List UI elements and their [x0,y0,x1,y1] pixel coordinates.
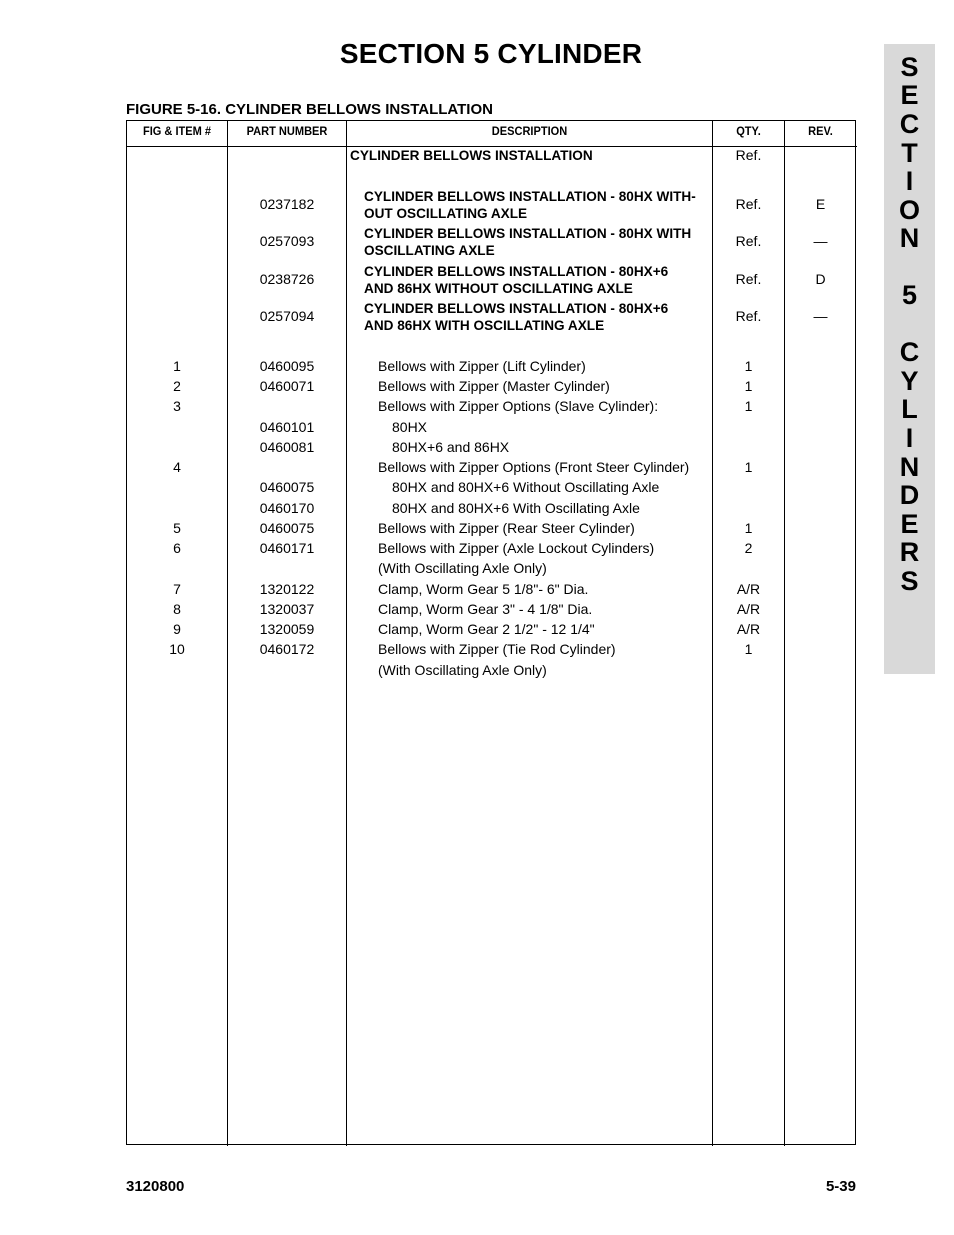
description-line: Clamp, Worm Gear 3" - 4 1/8" Dia. [378,601,593,617]
side-tab-letter: T [901,138,918,168]
revision: E [815,196,826,212]
revision: — [813,308,828,324]
part-number: 0257094 [259,308,315,324]
part-number: 0460071 [259,378,315,394]
item-number: 10 [169,641,185,657]
description-line: Bellows with Zipper Options (Slave Cylinder): [378,398,659,414]
item-number: 7 [173,581,181,597]
description-line: Bellows with Zipper (Axle Lockout Cylinders) [378,540,655,556]
header-qty: QTY. [736,124,761,138]
quantity: Ref. [735,196,762,212]
description-line: Bellows with Zipper Options (Front Steer Cylinder) [378,459,690,475]
header-description: DESCRIPTION [491,124,568,138]
part-number: 0460075 [259,520,315,536]
description-line: 80HX and 80HX+6 Without Oscillating Axle [392,479,660,495]
item-number: 9 [173,621,181,637]
description-line: AND 86HX WITH OSCILLATING AXLE [364,318,605,333]
part-number: 0460171 [259,540,315,556]
section-side-tab [884,44,935,674]
revision: — [813,233,828,249]
part-number: 0257093 [259,233,315,249]
item-number: 1 [173,358,181,374]
quantity: 1 [744,378,753,394]
side-tab-letter: S [900,52,919,82]
side-tab-letter: L [901,394,918,424]
header-fig-item: FIG & ITEM # [142,124,212,138]
quantity: 1 [744,459,753,475]
part-number: 1320059 [259,621,315,637]
part-number: 0460095 [259,358,315,374]
side-tab-letter: C [899,109,920,139]
side-tab-letter: S [900,566,919,596]
side-tab-letter: D [899,480,920,510]
description-line: CYLINDER BELLOWS INSTALLATION - 80HX WITH [364,226,692,241]
description-line: Clamp, Worm Gear 2 1/2" - 12 1/4" [378,621,595,637]
description-line: CYLINDER BELLOWS INSTALLATION [350,148,593,163]
quantity: A/R [736,581,761,597]
quantity: Ref. [735,308,762,324]
revision: D [815,271,826,287]
description-line: 80HX+6 and 86HX [392,439,510,455]
description-line: CYLINDER BELLOWS INSTALLATION - 80HX+6 [364,301,669,316]
part-number: 0460172 [259,641,315,657]
part-number: 0460081 [259,439,315,455]
description-line: OSCILLATING AXLE [364,243,495,258]
side-tab-letter: E [900,80,919,110]
side-tab-letter: O [898,195,920,225]
description-line: Bellows with Zipper (Master Cylinder) [378,378,610,394]
quantity: Ref. [735,233,762,249]
page-number: 5-39 [825,1178,856,1195]
side-tab-letter: I [905,423,914,453]
side-tab-letter: E [900,509,919,539]
page-title: SECTION 5 CYLINDER [339,38,643,69]
side-tab-letter: Y [900,366,919,396]
quantity: 1 [744,358,753,374]
part-number: 0237182 [259,196,315,212]
part-number: 1320037 [259,601,315,617]
description-line: OUT OSCILLATING AXLE [364,206,528,221]
header-part-number: PART NUMBER [246,124,328,138]
column-divider [346,120,347,1146]
quantity: Ref. [735,271,762,287]
part-number: 1320122 [259,581,315,597]
description-line: Bellows with Zipper (Lift Cylinder) [378,358,586,374]
quantity: A/R [736,621,761,637]
side-tab-letter: 5 [901,280,918,310]
side-tab-letter: C [899,337,920,367]
document-number: 3120800 [126,1178,185,1195]
description-line: Clamp, Worm Gear 5 1/8"- 6" Dia. [378,581,589,597]
side-tab-letter: R [899,537,920,567]
quantity: 1 [744,641,753,657]
item-number: 6 [173,540,181,556]
quantity: 1 [744,520,753,536]
item-number: 2 [173,378,181,394]
header-rev: REV. [808,124,833,138]
item-number: 8 [173,601,181,617]
description-line: (With Oscillating Axle Only) [378,560,547,576]
side-tab-letter: I [905,166,914,196]
description-line: (With Oscillating Axle Only) [378,662,547,678]
description-line: CYLINDER BELLOWS INSTALLATION - 80HX WITH- [364,189,696,204]
quantity: Ref. [735,147,762,163]
description-line: Bellows with Zipper (Rear Steer Cylinder) [378,520,635,536]
item-number: 4 [173,459,181,475]
description-line: CYLINDER BELLOWS INSTALLATION - 80HX+6 [364,264,669,279]
description-line: Bellows with Zipper (Tie Rod Cylinder) [378,641,616,657]
part-number: 0460075 [259,479,315,495]
item-number: 3 [173,398,181,414]
description-line: 80HX and 80HX+6 With Oscillating Axle [392,500,640,516]
side-tab-letter: N [899,223,920,253]
part-number: 0460101 [259,419,315,435]
quantity: 2 [744,540,753,556]
item-number: 5 [173,520,181,536]
quantity: A/R [736,601,761,617]
description-line: 80HX [392,419,428,435]
description-line: AND 86HX WITHOUT OSCILLATING AXLE [364,281,633,296]
figure-caption: FIGURE 5-16. CYLINDER BELLOWS INSTALLATION [126,101,493,118]
part-number: 0238726 [259,271,315,287]
quantity: 1 [744,398,753,414]
part-number: 0460170 [259,500,315,516]
side-tab-letter: N [899,452,920,482]
